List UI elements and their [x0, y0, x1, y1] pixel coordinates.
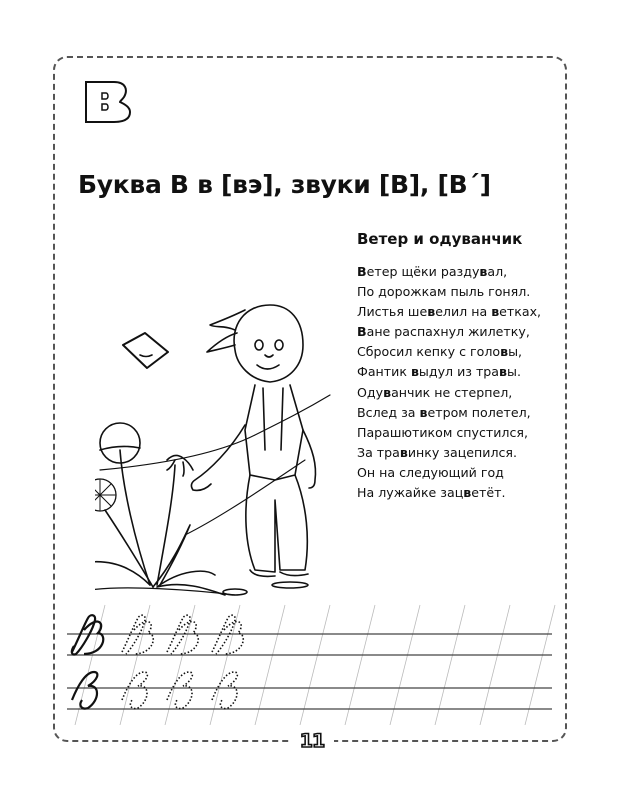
highlighted-letter: в [399, 444, 408, 460]
highlighted-letter: В [357, 264, 367, 279]
poem-text-segment: ы. [507, 364, 521, 380]
poem-text-segment: Сбросил кепку с голо [357, 344, 501, 360]
poem-text-segment: етках, [499, 304, 542, 320]
poem-text-segment: По дорожкам пыль гонял. [357, 284, 531, 300]
poem-text-segment: етер щёки разду [366, 264, 480, 279]
poem-text-segment: Фантик [357, 364, 411, 380]
highlighted-letter: в [427, 304, 436, 320]
letter-badge-icon [84, 80, 136, 124]
poem-line [357, 463, 541, 483]
poem-text-segment: Парашютиком спустился, [357, 424, 528, 440]
poem-text-segment: етром полетел, [427, 404, 531, 420]
poem-text-segment: За тра [357, 444, 400, 460]
poem-text-segment: ы, [508, 344, 523, 360]
sample-uppercase-v [72, 615, 103, 654]
highlighted-letter: в [383, 384, 392, 400]
poem-text-segment: ал, [487, 264, 508, 279]
poem-line [357, 262, 541, 282]
poem-text-segment: Вслед за [357, 404, 420, 420]
poem-line [357, 483, 541, 503]
poem-line [357, 383, 541, 403]
highlighted-letter: В [357, 324, 367, 340]
highlighted-letter: в [410, 364, 419, 380]
highlighted-letter: в [500, 344, 509, 360]
poem-line [357, 423, 541, 443]
highlighted-letter: в [499, 364, 507, 380]
poem-text-segment: ане распахнул жилетку, [366, 324, 530, 340]
highlighted-letter: в [479, 264, 488, 279]
poem-text-segment: етёт. [471, 485, 506, 501]
boy-dandelion-illustration [95, 300, 355, 600]
poem-line [357, 443, 541, 463]
poem-text-segment: Листья ше [357, 304, 428, 320]
copybook-lines [60, 600, 560, 725]
poem-text-segment: ыдул из тра [418, 364, 500, 380]
highlighted-letter: в [491, 304, 500, 320]
poem-line [357, 342, 541, 362]
poem-title: Ветер и одуванчик [357, 230, 523, 248]
poem-text-segment: инку зацепился. [407, 444, 518, 460]
poem-line [357, 362, 541, 382]
highlighted-letter: в [419, 404, 428, 420]
poem-line [357, 302, 541, 322]
poem-text-segment: елил на [435, 304, 492, 320]
page-number: 11 [299, 730, 325, 752]
poem-text-segment: анчик не стерпел, [391, 384, 513, 400]
poem-text [357, 262, 541, 503]
poem-text-segment: Оду [357, 384, 384, 400]
page-title: Буква В в [вэ], звуки [В], [В´] [78, 170, 491, 199]
poem-line [357, 403, 541, 423]
poem-line [357, 322, 541, 342]
poem-text-segment: Он на следующий год [357, 464, 504, 480]
highlighted-letter: в [463, 485, 472, 501]
poem-text-segment: На лужайке зац [357, 485, 464, 501]
poem-line [357, 282, 541, 302]
